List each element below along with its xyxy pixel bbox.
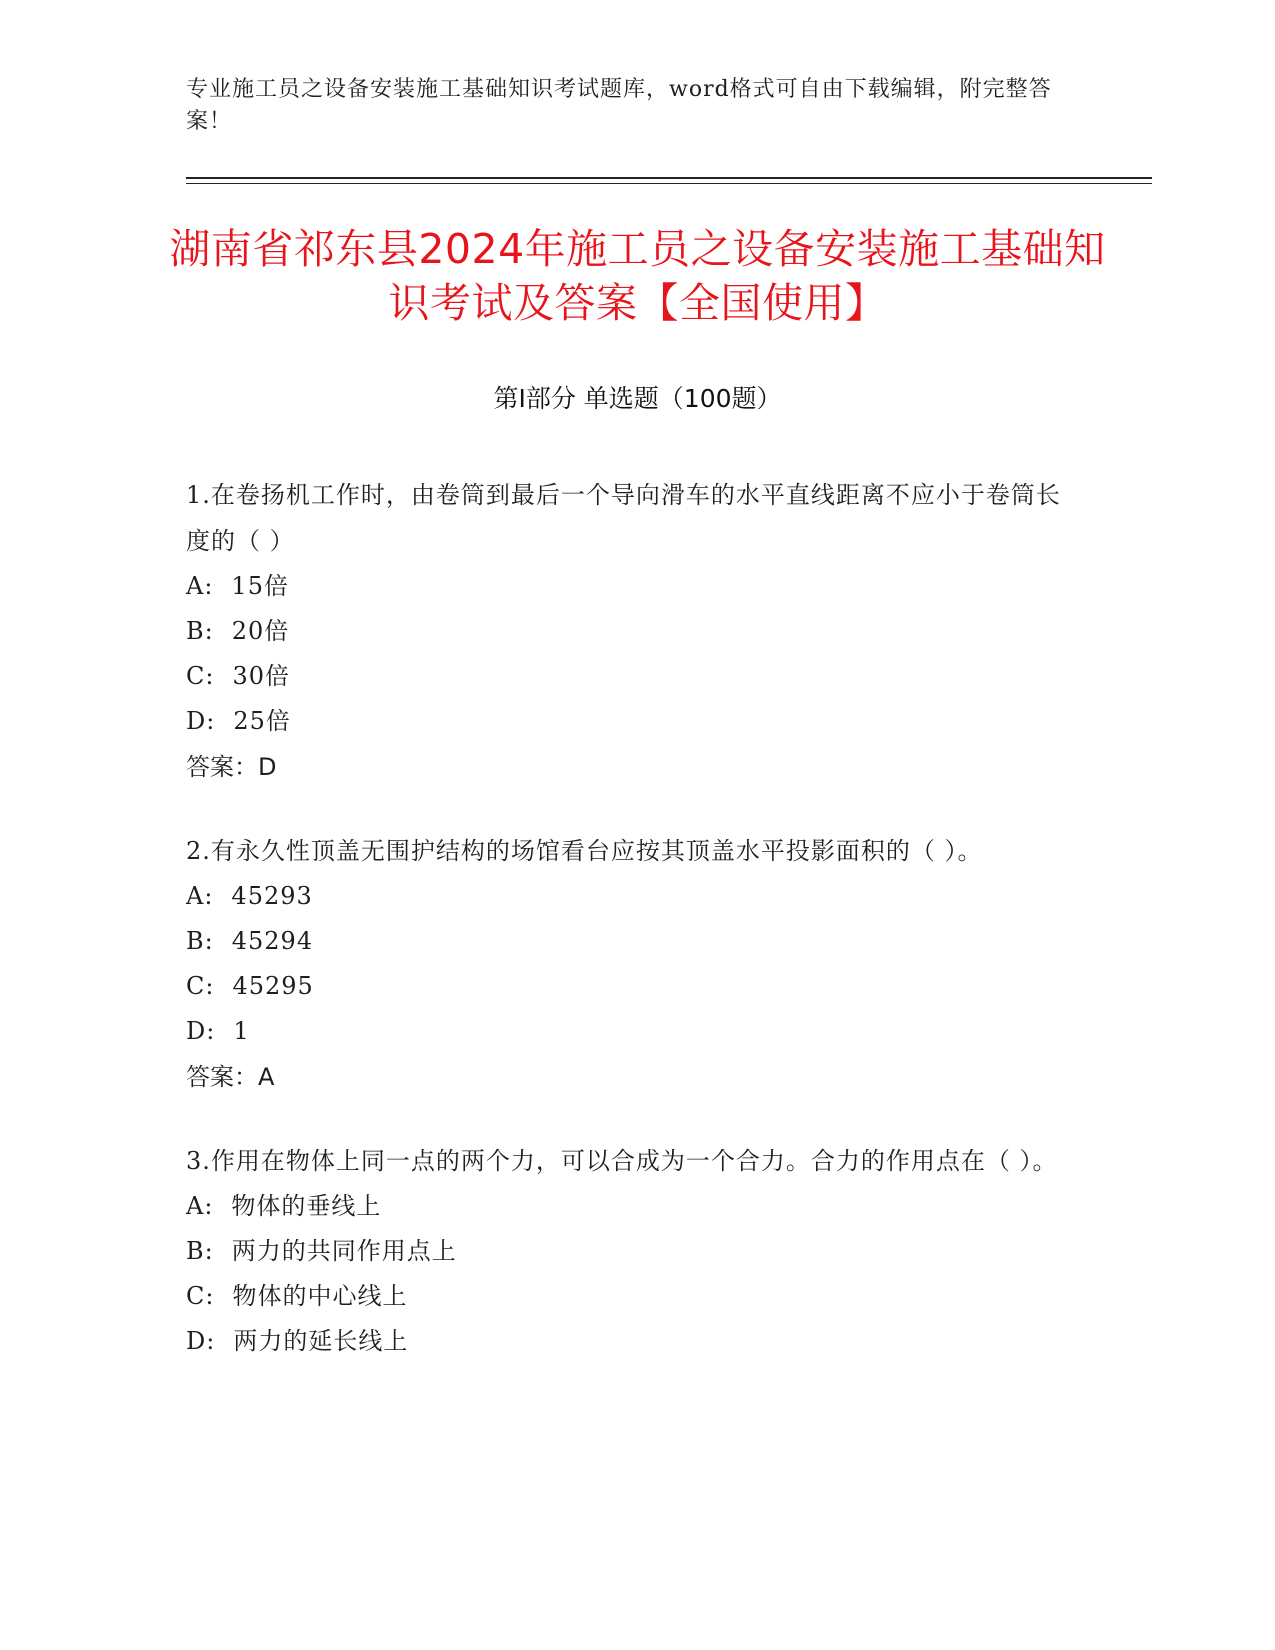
option-letter: C:	[186, 662, 215, 690]
answer-line: 答案：D	[186, 753, 277, 781]
question-stem: 1.在卷扬机工作时，由卷筒到最后一个导向滑车的水平直线距离不应小于卷筒长度的（ ）	[186, 481, 1061, 555]
option-a	[186, 874, 1066, 919]
option-a	[186, 564, 1066, 609]
option-d	[186, 1319, 1066, 1364]
option-text: 15倍	[231, 572, 289, 600]
option-text: 两力的共同作用点上	[231, 1237, 457, 1265]
option-text: 45293	[231, 882, 313, 910]
answer-line: 答案：A	[186, 1063, 275, 1091]
option-text: 45294	[231, 927, 314, 955]
option-text: 45295	[232, 972, 314, 1000]
question-stem: 3.作用在物体上同一点的两个力，可以合成为一个合力。合力的作用点在（ ）。	[186, 1147, 1058, 1175]
option-text: 1	[233, 1017, 250, 1045]
option-text: 物体的中心线上	[232, 1282, 408, 1310]
option-text: 两力的延长线上	[233, 1327, 409, 1355]
option-text: 20倍	[231, 617, 290, 645]
option-d	[186, 699, 1066, 744]
question-list	[186, 472, 1066, 1402]
option-letter: A:	[186, 882, 214, 910]
option-b	[186, 1229, 1066, 1274]
option-d	[186, 1009, 1066, 1054]
option-text: 25倍	[233, 707, 291, 735]
option-letter: C:	[186, 1282, 215, 1310]
question-2	[186, 828, 1066, 1100]
header-divider-thick	[186, 177, 1152, 179]
option-c	[186, 654, 1066, 699]
option-letter: B:	[186, 927, 214, 955]
option-c	[186, 964, 1066, 1009]
option-letter: B:	[186, 617, 214, 645]
header-note: 专业施工员之设备安装施工基础知识考试题库，word格式可自由下载编辑，附完整答案！	[186, 77, 1052, 134]
option-b	[186, 919, 1066, 964]
option-letter: A:	[186, 1192, 214, 1220]
option-letter: B:	[186, 1237, 214, 1265]
question-1	[186, 472, 1066, 790]
question-3	[186, 1138, 1066, 1364]
option-letter: C:	[186, 972, 215, 1000]
option-letter: D:	[186, 1017, 216, 1045]
option-letter: A:	[186, 572, 214, 600]
option-letter: D:	[186, 1327, 216, 1355]
header-divider-thin	[186, 183, 1152, 184]
option-text: 30倍	[232, 662, 290, 690]
option-b	[186, 609, 1066, 654]
question-stem: 2.有永久性顶盖无围护结构的场馆看台应按其顶盖水平投影面积的（ ）。	[186, 837, 983, 865]
option-letter: D:	[186, 707, 216, 735]
section-title: 第Ⅰ部分 单选题（100题）	[493, 384, 782, 413]
option-text: 物体的垂线上	[231, 1192, 382, 1220]
option-c	[186, 1274, 1066, 1319]
document-title: 湖南省祁东县2024年施工员之设备安装施工基础知识考试及答案【全国使用】	[169, 225, 1106, 327]
option-a	[186, 1184, 1066, 1229]
